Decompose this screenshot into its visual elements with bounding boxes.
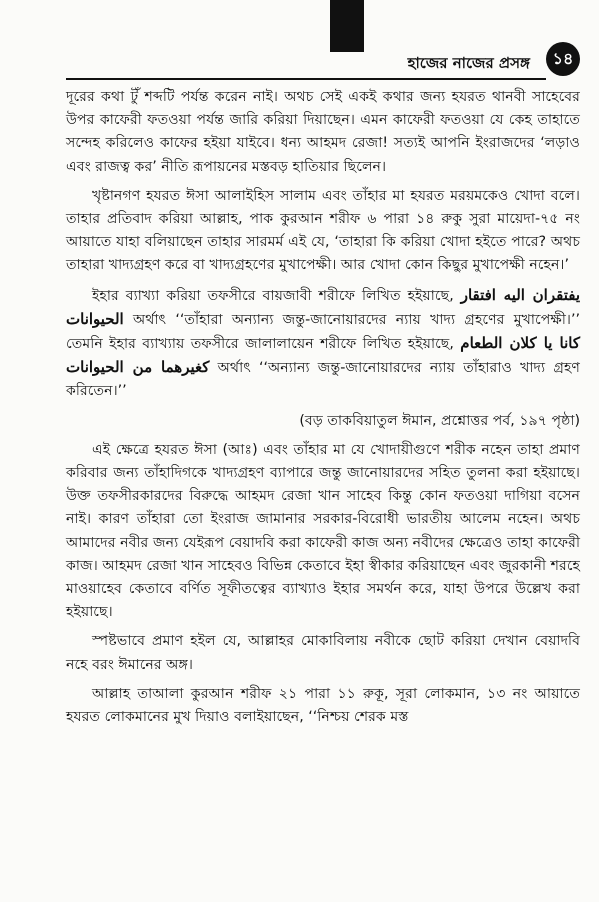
citation: (বড় তাকবিয়াতুল ঈমান, প্রশ্নোত্তর পর্ব, ১৯৭ পৃষ্ঠা) <box>299 412 580 429</box>
page-body <box>66 86 580 735</box>
paragraph: এই ক্ষেত্রে হযরত ঈসা (আঃ) এবং তাঁহার মা যে খোদায়ীগুণে শরীক নহেন তাহা প্রমাণ করিবার জন্য তাঁহাদিগকে খাদ্যগ্রহণ ব্যাপারে জন্তু জানোয়ারদের সহিত তুলনা করা হইয়াছে। উক্ত তফসীরকারদের বিরুদ্ধে আহমদ রেজা খান সাহেব কিন্তু কোন ফতওয়া দাগিয়া বসেন নাই। কারণ তাঁহারা তো ইংরাজ জামানার সরকার-বিরোধী ভারতীয় আলেম নহেন। অথচ আমাদের নবীর জন্য যেইরূপ বেয়াদবি করা কাফেরী কাজ অন্য নবীদের ক্ষেত্রেও তাহা কাফেরী কাজ। আহমদ রেজা খান সাহেবও বিভিন্ন কেতাবে ইহা স্বীকার করিয়াছেন এবং জুরকানী শরহে মাওয়াহেব কেতাবে বর্ণিত সূফীতত্বের ব্যাখ্যাও ইহার সমর্থন করে, যাহা উপরে উল্লেখ করা হইয়াছে। <box>66 441 580 621</box>
arabic-quote: يفتقران اليه افتقار الحيوانات <box>66 285 580 328</box>
header-rule <box>66 78 546 80</box>
page-header <box>66 42 580 78</box>
paragraph: আল্লাহ তাআলা কুরআন শরীফ ২১ পারা ১১ রুকূ, সূরা লোকমান, ১৩ নং আয়াতে হযরত লোকমানের মুখ দিয়াও বলাইয়াছেন, ‘‘নিশ্চয় শেরক মস্ত <box>66 685 580 726</box>
paragraph: দূরের কথা টুঁ শব্দটি পর্যন্ত করেন নাই। অথচ সেই একই কথার জন্য হযরত থানবী সাহেবের উপর কাফেরী ফতওয়া পর্যন্ত জারি করিয়া দিয়াছেন। এমন কাফেরী ফতওয়া যে কেহ তাহাতে সন্দেহ করিলেও কাফের হইয়া যাইবে। ধন্য আহমদ রেজা! সত্যই আপনি ইংরাজদের ‘লড়াও এবং রাজত্ব কর’ নীতি রূপায়নের মস্তবড় হাতিয়ার ছিলেন। <box>66 89 580 175</box>
arabic-quote: كانا يا كلان الطعام كغيرهما من الحيوانات <box>66 334 580 377</box>
paragraph <box>66 284 580 404</box>
page-number-badge: ১৪ <box>546 42 580 76</box>
paragraph-text: ইহার ব্যাখ্যা করিয়া তফসীরে বায়জাবী শরীফে লিখিত হইয়াছে, <box>92 287 454 304</box>
paragraph: খৃষ্টানগণ হযরত ঈসা আলাইহিস সালাম এবং তাঁহার মা হযরত মরয়মকেও খোদা বলে। তাহার প্রতিবাদ করিয়া আল্লাহ, পাক কুরআন শরীফ ৬ পারা ১৪ রুকু সুরা মায়েদা-৭৫ নং আয়াতে যাহা বলিয়াছেন তাহার সারমর্ম এই যে, ‘তাহারা কি করিয়া খোদা হইতে পারে? অথচ তাহারা খাদ্যগ্রহণ করে বা খাদ্যগ্রহণের মুখাপেক্ষী। আর খোদা কোন কিছুর মুখাপেক্ষী নহেন।’ <box>66 187 580 274</box>
paragraph-text: অর্থাৎ ‘‘অন্যান্য জন্তু-জানোয়ারদের ন্যায় তাঁহারাও খাদ্য গ্রহণ করিতেন।’’ <box>66 360 580 400</box>
running-title: হাজের নাজের প্রসঙ্গ <box>407 54 530 72</box>
paragraph-text: অর্থাৎ ‘‘তাঁহারা অন্যান্য জন্তু-জানোয়ারদের ন্যায় খাদ্য গ্রহণের মুখাপেক্ষী।’’ তেমনি ইহার ব্যাখ্যায় তফসীরে জালালায়েন শরীফে লিখিত হইয়াছে, <box>66 311 580 353</box>
paragraph: স্পষ্টভাবে প্রমাণ হইল যে, আল্লাহর মোকাবিলায় নবীকে ছোট করিয়া দেখান বেয়াদবি নহে বরং ঈমানের অঙ্গ। <box>66 633 580 673</box>
